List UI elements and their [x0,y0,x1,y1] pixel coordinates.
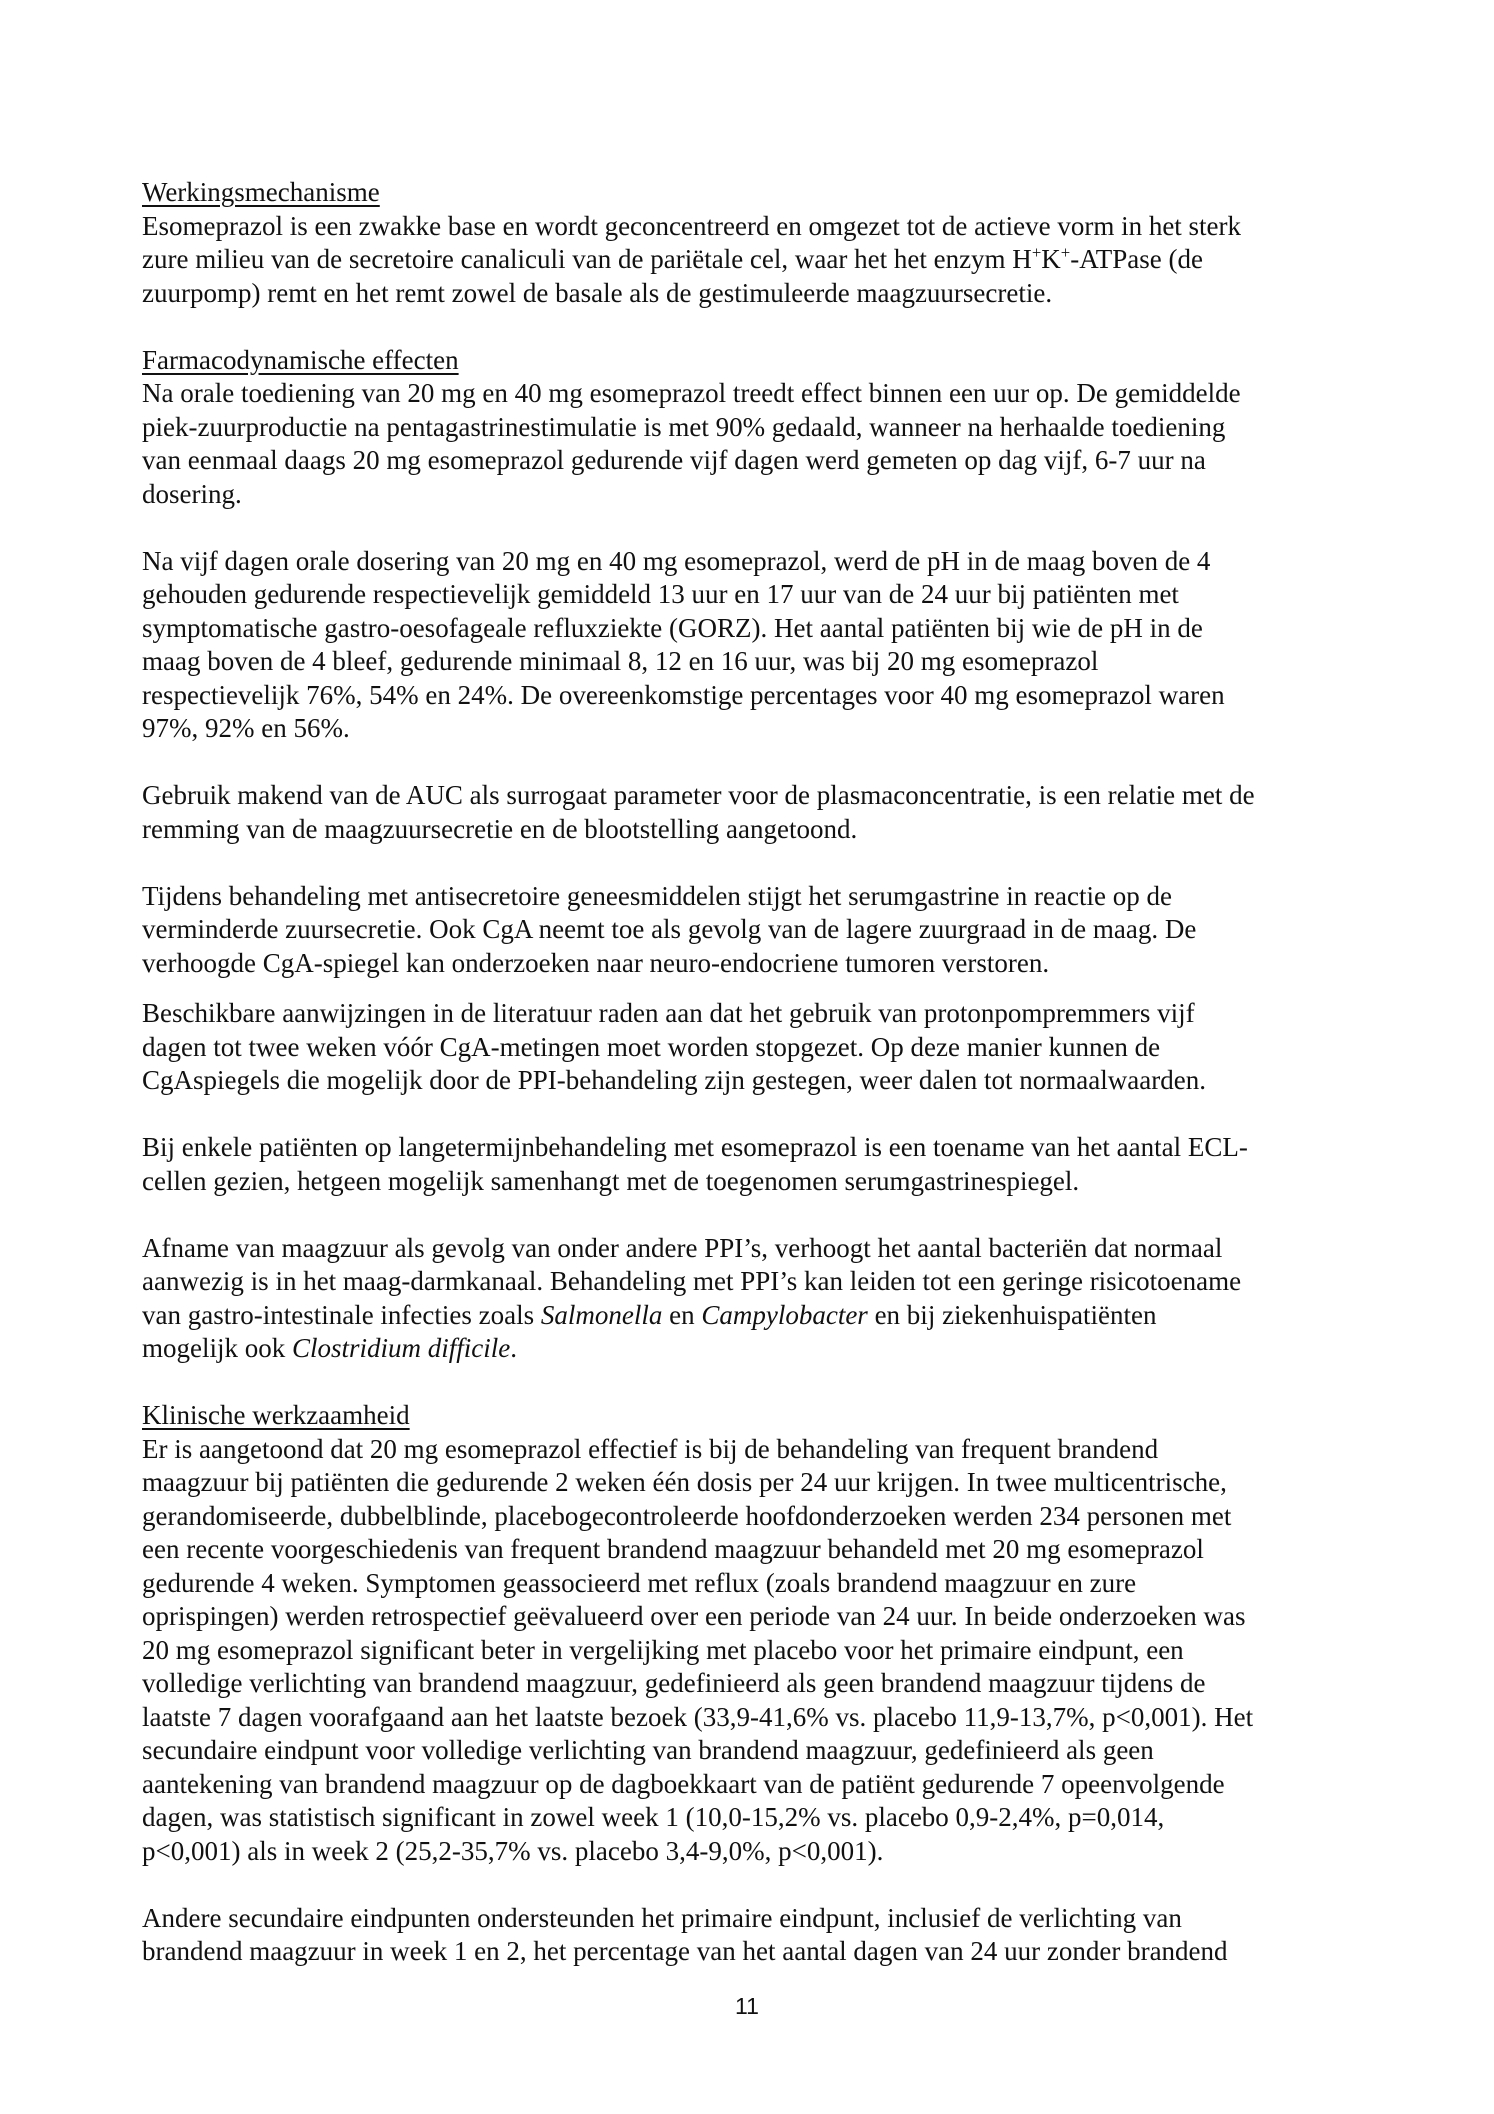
text-line: respectievelijk 76%, 54% en 24%. De overeenkomstige percentages voor 40 mg esomeprazol waren [142,679,1225,710]
text-line: Beschikbare aanwijzingen in de literatuur raden aan dat het gebruik van protonpompremmers vijf [142,998,1195,1028]
page-number: 11 [735,1993,759,2019]
text-line: 97%, 92% en 56%. [142,713,350,743]
paragraph-ph-maag [142,545,1432,746]
text-line: aantekening van brandend maagzuur op de dagboekkaart van de patiënt gedurende 7 opeenvolgende [142,1768,1225,1799]
heading-farmacodynamische-effecten: Farmacodynamische effecten [142,344,459,375]
text-line: gedurende 4 weken. Symptomen geassocieerd met reflux (zoals brandend maagzuur en zure [142,1567,1137,1598]
text-line: brandend maagzuur in week 1 en 2, het percentage van het aantal dagen van 24 uur zonder brandend [142,1936,1228,1966]
paragraph-dosering-effect [142,377,1432,511]
paragraph-serumgastrine-cga [142,880,1432,981]
text-line: symptomatische gastro-oesofageale refluxziekte (GORZ). Het aantal patiënten bij wie de pH in de [142,612,1203,643]
text-line: laatste 7 dagen voorafgaand aan het laatste bezoek (33,9-41,6% vs. placebo 11,9-13,7%, p<0,001). Het [142,1701,1254,1732]
text-line: Tijdens behandeling met antisecretoire geneesmiddelen stijgt het serumgastrine in reactie op de [142,880,1172,911]
text-line: Na orale toediening van 20 mg en 40 mg esomeprazol treedt effect binnen een uur op. De gemiddelde [142,378,1241,408]
text-line: oprispingen) werden retrospectief geëvalueerd over een periode van 24 uur. In beide onderzoeken was [142,1601,1246,1631]
text-line: Er is aangetoond dat 20 mg esomeprazol effectief is bij de behandeling van frequent brandend [142,1433,1159,1464]
text-line: piek-zuurproductie na pentagastrinestimulatie is met 90% gedaald, wanneer na herhaalde toediening [142,411,1226,442]
text-line: remming van de maagzuursecretie en de blootstelling aangetoond. [142,813,858,844]
text-line: aanwezig is in het maag-darmkanaal. Behandeling met PPI’s kan leiden tot een geringe risicotoename [142,1266,1242,1296]
text-line: Na vijf dagen orale dosering van 20 mg en 40 mg esomeprazol, werd de pH in de maag boven de 4 [142,545,1211,576]
text-line: p<0,001) als in week 2 (25,2-35,7% vs. placebo 3,4-9,0%, p<0,001). [142,1835,884,1866]
text-line: maagzuur bij patiënten die gedurende 2 weken één dosis per 24 uur krijgen. In twee multicentrische, [142,1467,1227,1497]
text-line: een recente voorgeschiedenis van frequent brandend maagzuur behandeld met 20 mg esomeprazol [142,1534,1204,1564]
text-line: secundaire eindpunt voor volledige verlichting van brandend maagzuur, gedefinieerd als geen [142,1735,1154,1765]
text-line: mogelijk ook Clostridium difficile. [142,1333,518,1363]
paragraph-auc-relatie [142,779,1432,846]
heading-klinische-werkzaamheid: Klinische werkzaamheid [142,1400,410,1430]
text-line: van eenmaal daags 20 mg esomeprazol gedurende vijf dagen werd gemeten op dag vijf, 6-7 uur na [142,445,1206,475]
paragraph-klinisch-onderzoek [142,1433,1432,1869]
text-line: zuurpomp) remt en het remt zowel de basale als de gestimuleerde maagzuursecretie. [142,277,1053,308]
text-line: dagen, was statistisch significant in zowel week 1 (10,0-15,2% vs. placebo 0,9-2,4%, p=0,014, [142,1802,1165,1832]
text-line: cellen gezien, hetgeen mogelijk samenhangt met de toegenomen serumgastrinespiegel. [142,1165,1080,1196]
text-line: dagen tot twee weken vóór CgA-metingen moet worden stopgezet. Op deze manier kunnen de [142,1031,1161,1062]
text-line: Andere secundaire eindpunten ondersteunden het primaire eindpunt, inclusief de verlichting van [142,1902,1182,1933]
paragraph-werkingsmechanisme [142,210,1432,311]
text-line: gerandomiseerde, dubbelblinde, placebogecontroleerde hoofdonderzoeken werden 234 personen met [142,1500,1232,1531]
text-line: Gebruik makend van de AUC als surrogaat parameter voor de plasmaconcentratie, is een relatie met de [142,780,1255,810]
text-line: 20 mg esomeprazol significant beter in vergelijking met placebo voor het primaire eindpunt, een [142,1634,1184,1665]
text-line: Bij enkele patiënten op langetermijnbehandeling met esomeprazol is een toename van het aantal ECL- [142,1132,1248,1162]
text-line: CgAspiegels die mogelijk door de PPI-behandeling zijn gestegen, weer dalen tot normaalwaarden. [142,1065,1206,1095]
text-line: verhoogde CgA-spiegel kan onderzoeken naar neuro-endocriene tumoren verstoren. [142,947,1050,978]
text-line: dosering. [142,478,242,509]
text-line: verminderde zuursecretie. Ook CgA neemt toe als gevolg van de lagere zuurgraad in de maag. De [142,914,1197,944]
paragraph-bacterien-infecties [142,1232,1432,1366]
heading-werkingsmechanisme: Werkingsmechanisme [142,177,380,207]
text-line: maag boven de 4 bleef, gedurende minimaal 8, 12 en 16 uur, was bij 20 mg esomeprazol [142,646,1099,676]
paragraph-secundaire-eindpunten [142,1902,1432,1969]
paragraph-cga-metingen [142,997,1432,1098]
text-line: volledige verlichting van brandend maagzuur, gedefinieerd als geen brandend maagzuur tijdens de [142,1668,1206,1698]
text-line: gehouden gedurende respectievelijk gemiddeld 13 uur en 17 uur van de 24 uur bij patiënten met [142,579,1179,609]
text-line: Esomeprazol is een zwakke base en wordt geconcentreerd en omgezet tot de actieve vorm in het sterk [142,210,1242,241]
paragraph-ecl-cellen [142,1131,1432,1198]
document-content [142,176,1432,1969]
text-line: Afname van maagzuur als gevolg van onder andere PPI’s, verhoogt het aantal bacteriën dat normaal [142,1232,1223,1263]
text-line: van gastro-intestinale infecties zoals Salmonella en Campylobacter en bij ziekenhuispatiënten [142,1299,1157,1330]
text-line: zure milieu van de secretoire canaliculi van de pariëtale cel, waar het het enzym H+K+-ATPase (de [142,243,1203,274]
